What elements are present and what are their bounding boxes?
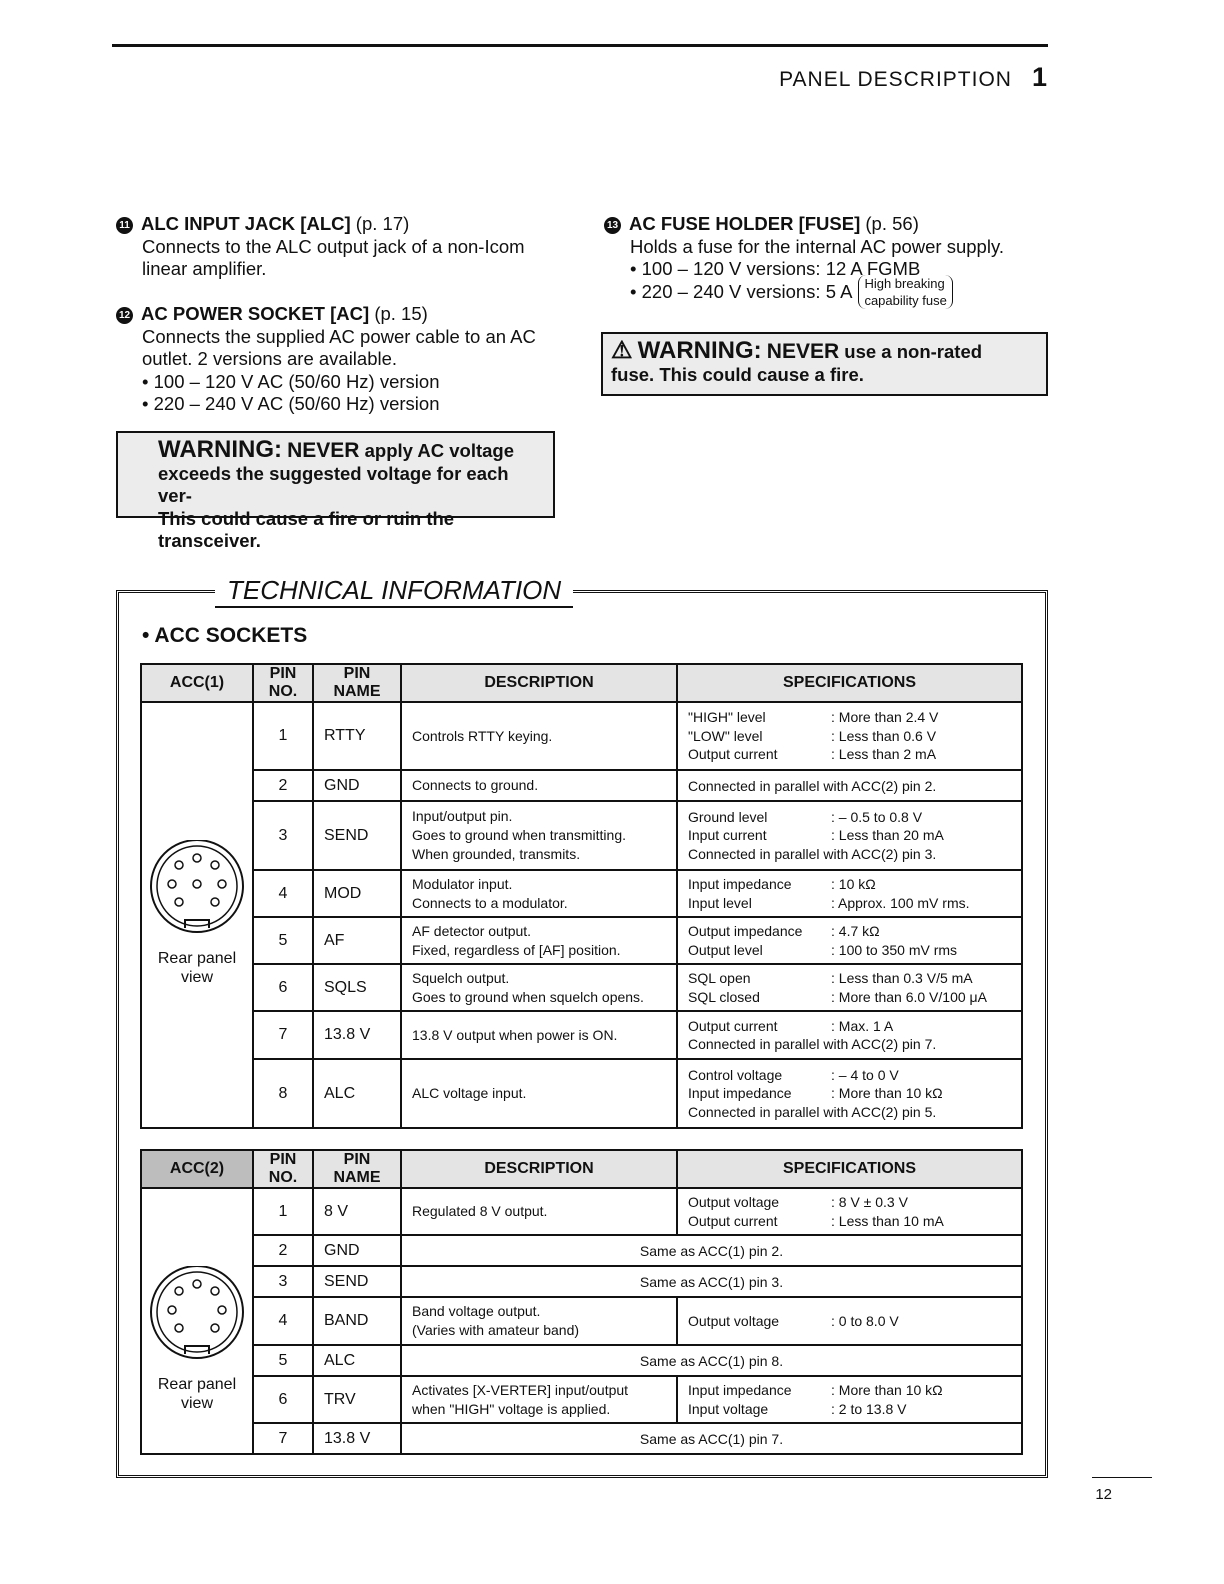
desc-line: Squelch output. xyxy=(412,969,510,986)
desc-line: Regulated 8 V output. xyxy=(412,1203,548,1219)
item-line: Connects to the ALC output jack of a non-Icom xyxy=(142,235,525,257)
spec-value: : More than 10 kΩ xyxy=(831,1085,943,1102)
spec-key: SQL open xyxy=(688,970,751,986)
fuse-note-line: capability fuse xyxy=(864,292,947,308)
fuse-note xyxy=(858,275,952,309)
warning-icon: ⚠ xyxy=(611,337,633,364)
pin-specification xyxy=(677,801,1022,870)
pin-specification xyxy=(677,1011,1022,1059)
item-ac-fuse-holder xyxy=(604,213,1048,309)
item-title: AC FUSE HOLDER [FUSE] xyxy=(629,213,861,234)
table-row xyxy=(141,770,1022,801)
item-line: • 100 – 120 V versions: 12 A FGMB xyxy=(630,258,921,279)
pin-name: MOD xyxy=(313,870,401,917)
warning-text: apply AC voltage xyxy=(364,440,515,461)
page-number: 12 xyxy=(1095,1486,1112,1503)
pin-name: AF xyxy=(313,917,401,964)
item-ac-power-socket xyxy=(116,303,566,416)
warning-never: NEVER xyxy=(766,340,840,363)
desc-line: Modulator input. xyxy=(412,875,513,892)
pin-specification xyxy=(677,1376,1022,1423)
table-row xyxy=(141,1188,1022,1235)
col-specifications: SPECIFICATIONS xyxy=(677,664,1022,702)
table-header-row xyxy=(141,1150,1022,1188)
spec-key: Output voltage xyxy=(688,1194,780,1210)
spec-line: Connected in parallel with ACC(2) pin 3. xyxy=(688,845,937,862)
pin-name: 8 V xyxy=(313,1188,401,1235)
desc-line: (Varies with amateur band) xyxy=(412,1322,580,1338)
desc-line: ALC voltage input. xyxy=(412,1085,527,1101)
top-rule xyxy=(112,44,1048,47)
spec-value: : More than 10 kΩ xyxy=(831,1382,943,1398)
spec-value: : Approx. 100 mV rms. xyxy=(831,894,970,911)
spec-value: : – 0.5 to 0.8 V xyxy=(831,808,923,825)
pin-name: RTTY xyxy=(313,702,401,770)
spec-value: : 100 to 350 mV rms xyxy=(831,941,958,958)
page-number-rule xyxy=(1092,1477,1152,1478)
fuse-note-line: High breaking xyxy=(864,275,945,291)
desc-line: Activates [X-VERTER] input/output xyxy=(412,1381,629,1398)
pin-name: TRV xyxy=(313,1376,401,1423)
col-specifications: SPECIFICATIONS xyxy=(677,1150,1022,1188)
table-row xyxy=(141,1423,1022,1454)
pin-specification xyxy=(677,702,1022,770)
table-row xyxy=(141,1059,1022,1128)
col-pin-name: PIN NAME xyxy=(313,664,401,702)
desc-line: Goes to ground when squelch opens. xyxy=(412,988,644,1005)
pin-description xyxy=(401,917,677,964)
table-row xyxy=(141,1376,1022,1423)
table-row xyxy=(141,964,1022,1011)
pin-no: 1 xyxy=(253,1188,313,1235)
spec-key: Output level xyxy=(688,941,763,958)
desc-line: Connects to ground. xyxy=(412,777,539,793)
pin-no: 5 xyxy=(253,917,313,964)
warning-text: fuse. This could cause a fire. xyxy=(611,363,864,385)
acc2-connector-cell xyxy=(141,1188,253,1454)
spec-value: : Less than 2 mA xyxy=(831,746,937,763)
spec-line: Connected in parallel with ACC(2) pin 5. xyxy=(688,1103,937,1120)
pin-specification xyxy=(677,1188,1022,1235)
rear-panel-view-label: Rear panel view xyxy=(157,1376,237,1412)
spec-key: Input current xyxy=(688,827,767,844)
technical-info-title: TECHNICAL INFORMATION xyxy=(215,574,573,608)
item-number-badge: 11 xyxy=(116,217,133,234)
item-ref: (p. 15) xyxy=(374,303,428,324)
pin-no: 3 xyxy=(253,801,313,870)
chapter-number: 1 xyxy=(1031,62,1048,92)
item-line: • 220 – 240 V versions: 5 A xyxy=(630,280,853,302)
desc-line: Connects to a modulator. xyxy=(412,894,568,911)
spec-line: Connected in parallel with ACC(2) pin 7. xyxy=(688,1036,937,1052)
item-line: Connects the supplied AC power cable to an AC xyxy=(142,325,536,347)
spec-value: : – 4 to 0 V xyxy=(831,1066,899,1083)
same-as-note: Same as ACC(1) pin 8. xyxy=(401,1345,1022,1376)
pin-no: 4 xyxy=(253,870,313,917)
pin-no: 6 xyxy=(253,964,313,1011)
spec-value: : 10 kΩ xyxy=(831,876,876,892)
item-line: • 100 – 120 V AC (50/60 Hz) version xyxy=(142,370,440,392)
acc2-table xyxy=(140,1149,1023,1455)
spec-value: : Less than 20 mA xyxy=(831,827,944,844)
pin-name: GND xyxy=(313,770,401,801)
same-as-note: Same as ACC(1) pin 2. xyxy=(401,1235,1022,1266)
spec-value: : Less than 10 mA xyxy=(831,1212,944,1229)
warning-text: exceeds the suggested voltage for each ver- xyxy=(158,462,509,506)
warning-never: NEVER xyxy=(287,439,360,462)
spec-value: : More than 2.4 V xyxy=(831,709,939,726)
table-row xyxy=(141,1011,1022,1059)
section-title: PANEL DESCRIPTION xyxy=(779,68,1012,91)
pin-specification xyxy=(677,964,1022,1011)
pin-description xyxy=(401,870,677,917)
pin-description xyxy=(401,702,677,770)
pin-name: 13.8 V xyxy=(313,1011,401,1059)
pin-name: SEND xyxy=(313,801,401,870)
col-pin-no: PIN NO. xyxy=(253,664,313,702)
pin-description xyxy=(401,770,677,801)
table-header-row xyxy=(141,664,1022,702)
pin-description xyxy=(401,1297,677,1345)
desc-line: when "HIGH" voltage is applied. xyxy=(412,1400,611,1417)
spec-value: : 8 V ± 0.3 V xyxy=(831,1194,908,1210)
spec-key: "HIGH" level xyxy=(688,709,766,726)
item-ref: (p. 56) xyxy=(865,213,919,234)
col-pin-name: PIN NAME xyxy=(313,1150,401,1188)
pin-no: 8 xyxy=(253,1059,313,1128)
desc-line: 13.8 V output when power is ON. xyxy=(412,1026,618,1043)
table-row xyxy=(141,702,1022,770)
pin-no: 1 xyxy=(253,702,313,770)
table-row xyxy=(141,1235,1022,1266)
spec-key: Ground level xyxy=(688,808,768,825)
spec-key: Output current xyxy=(688,746,778,763)
col-description: DESCRIPTION xyxy=(401,1150,677,1188)
spec-key: Input voltage xyxy=(688,1400,769,1417)
pin-specification: Connected in parallel with ACC(2) pin 2. xyxy=(677,770,1022,801)
spec-key: Output current xyxy=(688,1212,778,1229)
table-row xyxy=(141,1345,1022,1376)
acc1-connector-cell xyxy=(141,702,253,1128)
table-row xyxy=(141,801,1022,870)
table-row xyxy=(141,1297,1022,1345)
spec-key: Input impedance xyxy=(688,1382,792,1398)
spec-value: : Less than 0.6 V xyxy=(831,727,937,744)
item-line: Holds a fuse for the internal AC power supply. xyxy=(630,235,1004,257)
pin-description xyxy=(401,964,677,1011)
pin-description xyxy=(401,1376,677,1423)
warning-label: WARNING: xyxy=(637,337,762,364)
pin-description xyxy=(401,1059,677,1128)
pin-no: 2 xyxy=(253,1235,313,1266)
acc1-label: ACC(1) xyxy=(141,664,253,702)
rear-panel-view-label: Rear panel view xyxy=(157,950,237,986)
spec-value: : Max. 1 A xyxy=(831,1017,894,1034)
pin-specification xyxy=(677,870,1022,917)
acc1-table xyxy=(140,663,1023,1129)
table-row xyxy=(141,870,1022,917)
table-row xyxy=(141,917,1022,964)
warning-text: use a non-rated xyxy=(844,341,983,362)
item-line: • 220 – 240 V AC (50/60 Hz) version xyxy=(142,393,440,414)
pin-name: ALC xyxy=(313,1059,401,1128)
pin-specification xyxy=(677,1297,1022,1345)
spec-value: : 4.7 kΩ xyxy=(831,923,880,939)
pin-no: 7 xyxy=(253,1011,313,1059)
din-connector-icon xyxy=(147,1266,247,1370)
pin-name: GND xyxy=(313,1235,401,1266)
acc-sockets-heading: • ACC SOCKETS xyxy=(142,624,308,647)
same-as-note: Same as ACC(1) pin 7. xyxy=(401,1423,1022,1454)
pin-no: 2 xyxy=(253,770,313,801)
pin-name: BAND xyxy=(313,1297,401,1345)
desc-line: Goes to ground when transmitting. xyxy=(412,827,627,843)
spec-key: Input impedance xyxy=(688,876,792,892)
pin-no: 4 xyxy=(253,1297,313,1345)
desc-line: Input/output pin. xyxy=(412,808,513,824)
desc-line: Fixed, regardless of [AF] position. xyxy=(412,941,621,958)
item-line: outlet. 2 versions are available. xyxy=(142,348,398,369)
item-alc-input-jack xyxy=(116,213,566,281)
spec-value: : Less than 0.3 V/5 mA xyxy=(831,970,973,986)
acc2-label: ACC(2) xyxy=(141,1150,253,1188)
desc-line: When grounded, transmits. xyxy=(412,846,581,862)
item-line: linear amplifier. xyxy=(142,258,267,279)
pin-no: 6 xyxy=(253,1376,313,1423)
spec-key: Output voltage xyxy=(688,1312,780,1329)
table-row xyxy=(141,1266,1022,1297)
spec-key: Output impedance xyxy=(688,923,803,939)
pin-name: SEND xyxy=(313,1266,401,1297)
spec-key: SQL closed xyxy=(688,988,760,1005)
pin-no: 7 xyxy=(253,1423,313,1454)
item-ref: (p. 17) xyxy=(355,213,410,234)
col-pin-no: PIN NO. xyxy=(253,1150,313,1188)
item-title: ALC INPUT JACK [ALC] xyxy=(141,213,351,234)
same-as-note: Same as ACC(1) pin 3. xyxy=(401,1266,1022,1297)
pin-no: 3 xyxy=(253,1266,313,1297)
fuse-warning xyxy=(601,332,1048,396)
warning-label: WARNING: xyxy=(158,436,282,463)
pin-name: SQLS xyxy=(313,964,401,1011)
spec-key: Control voltage xyxy=(688,1066,783,1083)
spec-value: : 0 to 8.0 V xyxy=(831,1312,899,1329)
pin-description xyxy=(401,801,677,870)
pin-description xyxy=(401,1011,677,1059)
warning-text: This could cause a fire or ruin the transceiver. xyxy=(158,507,455,551)
pin-name: ALC xyxy=(313,1345,401,1376)
pin-no: 5 xyxy=(253,1345,313,1376)
spec-value: : 2 to 13.8 V xyxy=(831,1400,907,1417)
desc-line: Band voltage output. xyxy=(412,1303,541,1319)
col-description: DESCRIPTION xyxy=(401,664,677,702)
spec-key: Input level xyxy=(688,894,752,911)
spec-value: : More than 6.0 V/100 μA xyxy=(831,988,987,1005)
item-number-badge: 13 xyxy=(604,217,621,234)
page-header xyxy=(779,62,1048,93)
spec-key: Output current xyxy=(688,1017,778,1034)
ac-voltage-warning xyxy=(116,431,555,551)
pin-description xyxy=(401,1188,677,1235)
pin-specification xyxy=(677,1059,1022,1128)
desc-line: AF detector output. xyxy=(412,922,532,939)
pin-specification xyxy=(677,917,1022,964)
din-connector-icon xyxy=(147,840,247,944)
item-number-badge: 12 xyxy=(116,307,133,324)
desc-line: Controls RTTY keying. xyxy=(412,727,553,744)
spec-key: Input impedance xyxy=(688,1085,792,1102)
item-title: AC POWER SOCKET [AC] xyxy=(141,303,370,324)
spec-key: "LOW" level xyxy=(688,727,763,744)
pin-name: 13.8 V xyxy=(313,1423,401,1454)
